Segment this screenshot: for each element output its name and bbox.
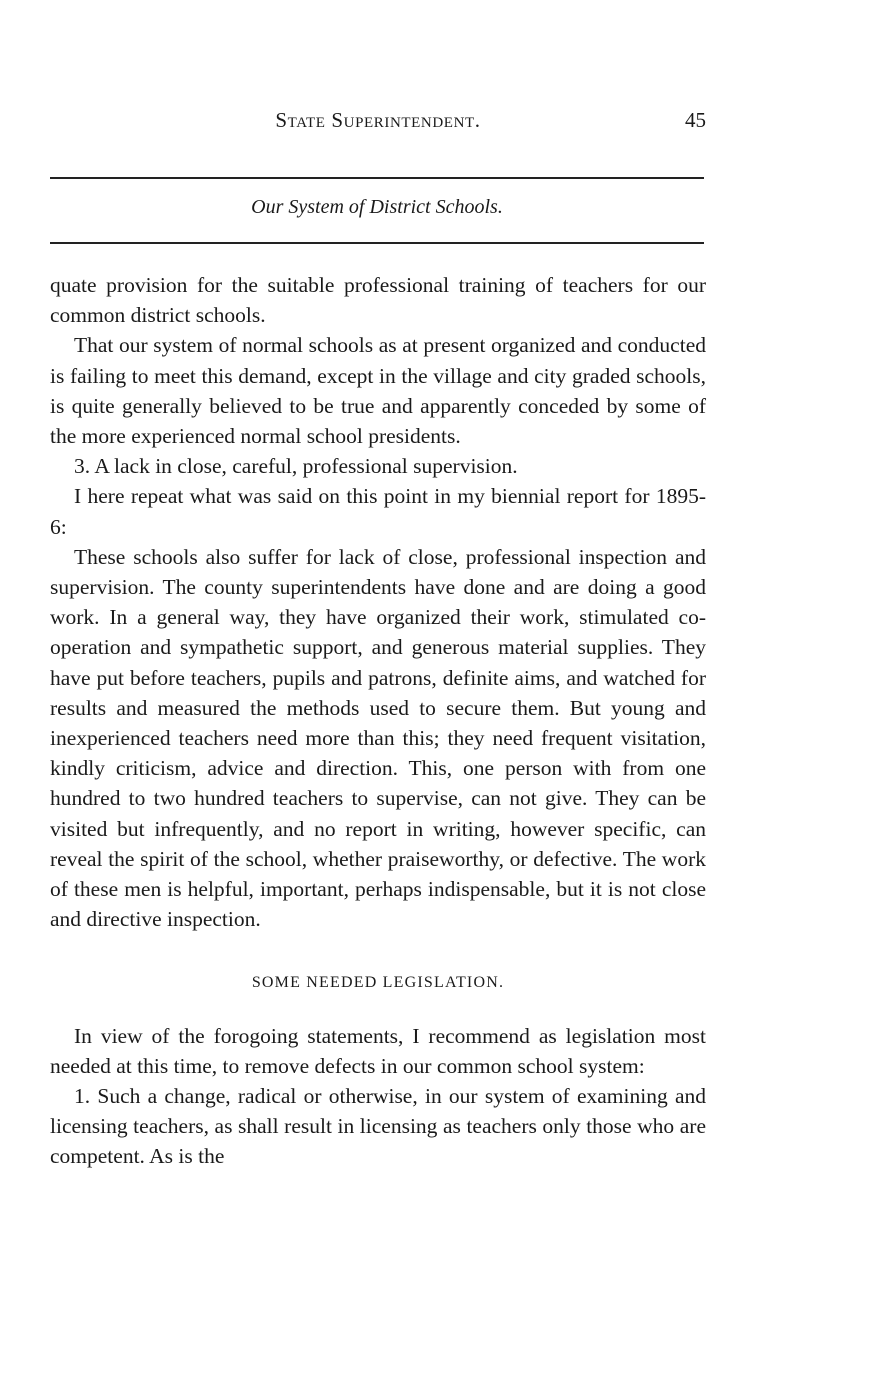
top-rule: [50, 177, 704, 179]
paragraph: That our system of normal schools as at present organized and conducted is failing to meet this demand, except in the village and city graded schools, is quite generally believed to be true and apparently conceded by some of the more experienced normal school presidents.: [50, 333, 706, 449]
bottom-rule: [50, 242, 704, 244]
paragraph: In view of the forogoing statements, I recommend as legislation most needed at this time, to remove defects in our common school system:: [50, 1023, 706, 1078]
paragraph: 3. A lack in close, careful, professional supervision.: [74, 454, 518, 479]
quoted-paragraph: These schools also suffer for lack of close, professional inspection and supervision. The county superintendents have done and are doing a good work. In a general way, they have organized their work, stimulated co-operation and sympathetic support, and generous material supplies. They have put before teachers, pupils and patrons, definite aims, and watched for results and measured the methods used to secure them. But young and inexperienced teachers need more than this; they need frequent visitation, kindly criticism, advice and direction. This, one person with from one hundred to two hundred teachers to supervise, can not give. They can be visited but infrequently, and no report in writing, however specific, can reveal the spirit of the school, whether praiseworthy, or defective. The work of these men is helpful, important, perhaps indispensable, but it is not close and directive inspection.: [50, 544, 706, 932]
paragraph: 1. Such a change, radical or otherwise, in our system of examining and licensing teachers, as shall result in licensing as teachers only those who are competent. As is the: [50, 1084, 706, 1169]
subheading: SOME NEEDED LEGISLATION.: [251, 974, 505, 992]
running-head: [50, 108, 706, 138]
paragraph: quate provision for the suitable professional training of teachers for our common district schools.: [50, 273, 706, 328]
body-text: [50, 270, 706, 1172]
running-title: State Superintendent.: [275, 108, 481, 132]
section-title: Our System of District Schools.: [251, 196, 503, 218]
page-number: 45: [685, 108, 706, 132]
paragraph: I here repeat what was said on this point in my biennial report for 1895-6:: [50, 484, 706, 539]
